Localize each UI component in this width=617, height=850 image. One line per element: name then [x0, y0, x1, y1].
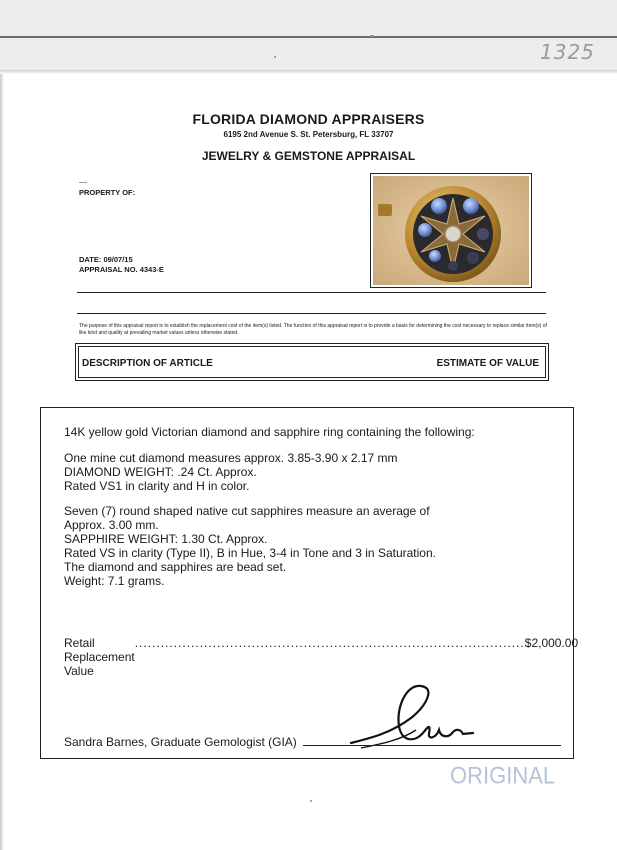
- signature-line: [303, 745, 561, 746]
- appraiser-name: Sandra Barnes, Graduate Gemologist (GIA): [64, 735, 297, 749]
- original-stamp: ORIGINAL: [450, 761, 556, 790]
- sapphire-line: The diamond and sapphires are bead set.: [64, 560, 287, 574]
- sapphire-line: Seven (7) round shaped native cut sapphires measure an average of: [64, 504, 430, 518]
- ring-photo-frame: [370, 173, 532, 288]
- retail-leader-dots: ..........................................................................................: [134, 636, 525, 650]
- document-type: JEWELRY & GEMSTONE APPRAISAL: [201, 149, 416, 163]
- scan-speck: [370, 35, 374, 37]
- scan-edge-line: [0, 36, 617, 38]
- retail-replacement-row: [64, 636, 579, 678]
- diamond-line: DIAMOND WEIGHT: .24 Ct. Approx.: [64, 465, 257, 479]
- column-header-box: [75, 343, 549, 381]
- property-of-label: PROPERTY OF:: [79, 188, 136, 197]
- diamond-line: One mine cut diamond measures approx. 3.85-3.90 x 2.17 mm: [64, 451, 398, 465]
- sapphire: [467, 252, 479, 264]
- tick-mark: [79, 182, 87, 183]
- sapphire: [429, 250, 441, 262]
- company-address: 6195 2nd Avenue S. St. Petersburg, FL 33707: [223, 130, 394, 139]
- scan-speck: [310, 800, 312, 802]
- scan-shadow: [0, 70, 617, 74]
- sapphire-line: Approx. 3.00 mm.: [64, 518, 159, 532]
- appraisal-date: DATE: 09/07/15: [79, 255, 133, 264]
- ring-photo: [373, 176, 529, 285]
- handwritten-signature: [341, 678, 491, 758]
- retail-label: Retail Replacement Value: [64, 636, 135, 678]
- item-intro: 14K yellow gold Victorian diamond and sapphire ring containing the following:: [64, 425, 475, 439]
- description-column-heading: DESCRIPTION OF ARTICLE: [82, 358, 213, 369]
- sapphire-line: Weight: 7.1 grams.: [64, 574, 165, 588]
- sapphire-line: SAPPHIRE WEIGHT: 1.30 Ct. Approx.: [64, 532, 268, 546]
- diamond-line: Rated VS1 in clarity and H in color.: [64, 479, 250, 493]
- sapphire: [418, 223, 432, 237]
- divider: [77, 313, 546, 314]
- sapphire: [431, 198, 447, 214]
- scan-left-edge: [0, 74, 4, 850]
- sapphire: [448, 261, 458, 271]
- purpose-statement: The purpose of this appraisal report is to establish the replacement cost of the item(s) listed. The function of this appraisal report is to provide a basis for determining the cost necessary to replace similar item(s) of like kind and quality at prevailing market values unless otherwise stated.: [79, 323, 547, 336]
- divider: [77, 292, 546, 293]
- handwritten-page-number: 1325: [540, 40, 595, 64]
- sapphire: [477, 228, 489, 240]
- article-description-box: [40, 407, 579, 759]
- sapphire-line: Rated VS in clarity (Type II), B in Hue, 3-4 in Tone and 3 in Saturation.: [64, 546, 436, 560]
- center-diamond: [445, 226, 461, 242]
- sapphire: [463, 198, 479, 214]
- retail-value: $2,000.00: [524, 636, 579, 650]
- estimate-column-heading: ESTIMATE OF VALUE: [436, 358, 539, 369]
- company-name: FLORIDA DIAMOND APPRAISERS: [192, 111, 425, 127]
- appraisal-number: APPRAISAL NO. 4343-E: [79, 265, 164, 274]
- scan-speck: [274, 56, 276, 58]
